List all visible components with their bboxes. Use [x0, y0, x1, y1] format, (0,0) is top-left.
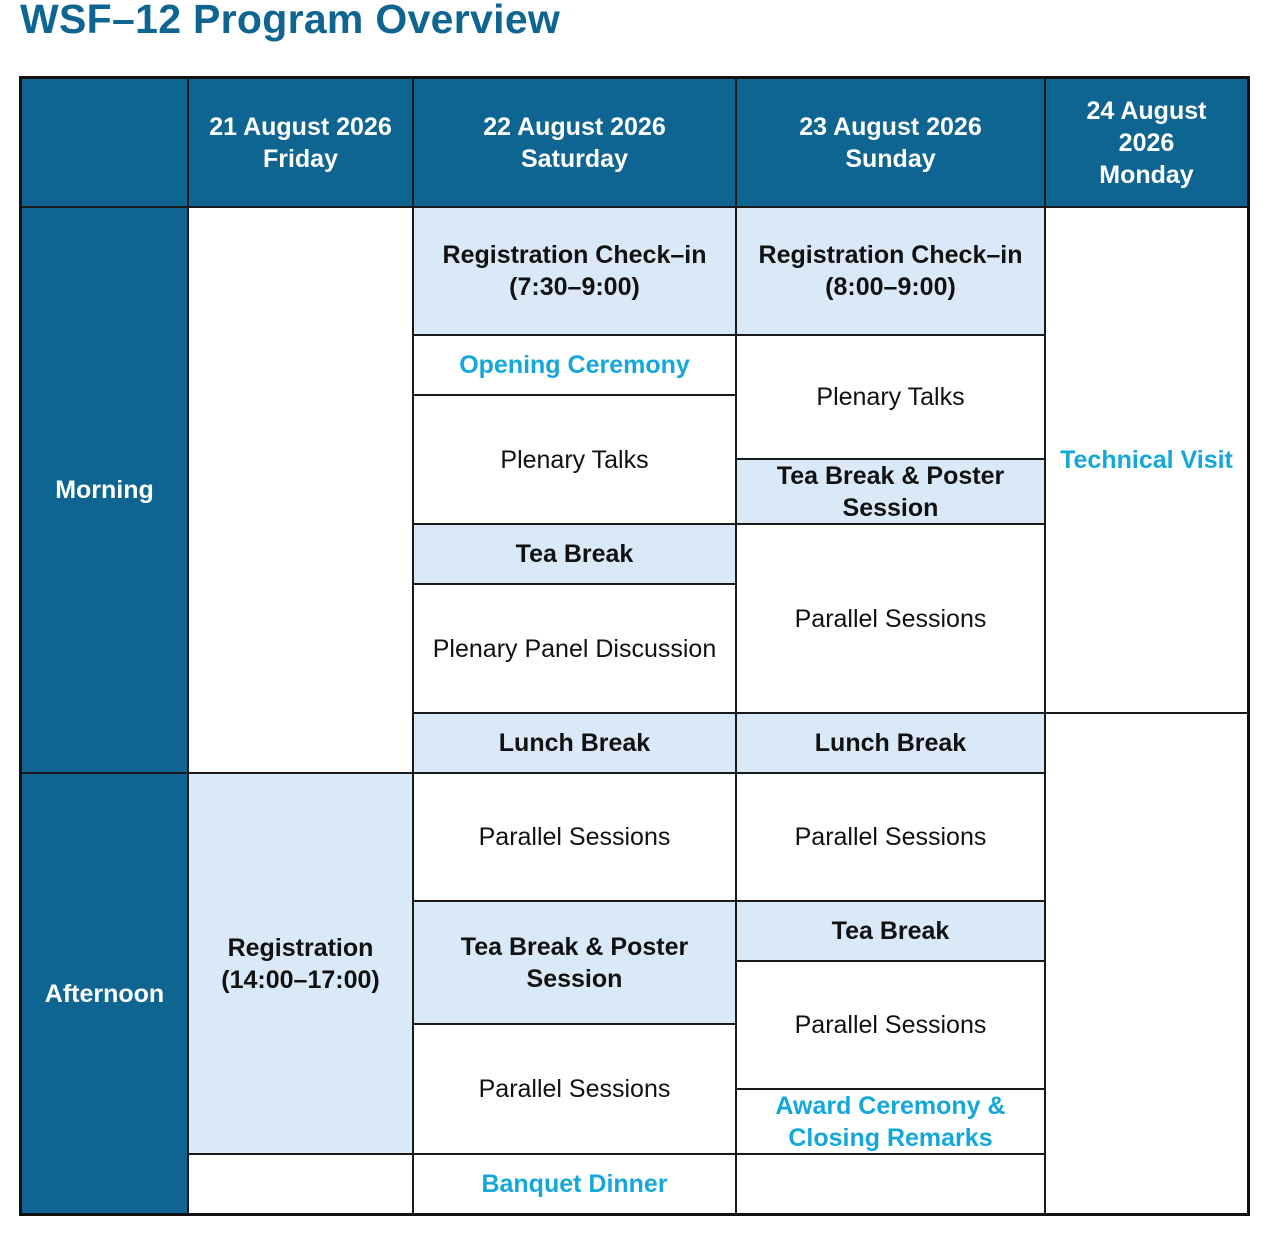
row-divider	[736, 960, 1045, 962]
column-divider	[1044, 78, 1046, 1215]
sunday-tea-break: Tea Break	[736, 901, 1045, 961]
friday-evening-empty	[188, 1154, 413, 1214]
saturday-lunch-break: Lunch Break	[413, 713, 736, 773]
header-sunday: 23 August 2026 Sunday	[736, 78, 1045, 207]
row-label-afternoon: Afternoon	[21, 773, 188, 1214]
sunday-award-ceremony: Award Ceremony & Closing Remarks	[775, 1091, 1006, 1152]
header-friday: 21 August 2026 Friday	[188, 78, 413, 207]
page-title: WSF–12 Program Overview	[20, 0, 561, 42]
row-divider	[736, 1153, 1045, 1155]
header-monday: 24 August 2026 Monday	[1045, 78, 1248, 207]
sunday-parallel-sessions-1: Parallel Sessions	[794, 604, 987, 633]
header-corner-cell	[21, 78, 188, 207]
sunday-tea-poster-session: Tea Break & Poster Session	[736, 459, 1045, 524]
saturday-checkin: Registration Check–in (7:30–9:00)	[413, 207, 736, 335]
sunday-plenary-talks: Plenary Talks	[816, 383, 965, 411]
friday-morning-empty	[188, 207, 413, 773]
saturday-tea-break: Tea Break	[413, 524, 736, 584]
saturday-opening-ceremony: Opening Ceremony	[459, 351, 690, 379]
sunday-evening-empty	[736, 1154, 1045, 1214]
column-divider	[187, 78, 189, 1215]
saturday-plenary-talks: Plenary Talks	[500, 445, 649, 474]
sunday-parallel-sessions-3: Parallel Sessions	[794, 1011, 987, 1039]
column-divider	[735, 78, 737, 1215]
row-divider	[736, 1088, 1045, 1090]
saturday-tea-poster-session: Tea Break & Poster Session	[413, 901, 736, 1024]
evening-divider	[188, 1153, 736, 1155]
row-divider	[736, 458, 1045, 460]
saturday-parallel-sessions-1: Parallel Sessions	[478, 823, 671, 851]
row-divider	[736, 712, 1249, 714]
morning-afternoon-divider	[21, 772, 1045, 774]
row-divider	[413, 900, 736, 902]
sunday-lunch-break: Lunch Break	[736, 713, 1045, 773]
saturday-parallel-sessions-2: Parallel Sessions	[478, 1075, 671, 1103]
row-label-morning: Morning	[21, 207, 188, 773]
sunday-checkin: Registration Check–in (8:00–9:00)	[736, 207, 1045, 335]
row-divider	[413, 583, 736, 585]
friday-registration: Registration (14:00–17:00)	[188, 773, 413, 1154]
row-divider	[413, 394, 736, 396]
row-divider	[413, 334, 736, 336]
row-divider	[413, 1023, 736, 1025]
row-divider	[413, 712, 736, 714]
saturday-banquet-dinner: Banquet Dinner	[481, 1170, 668, 1198]
header-saturday: 22 August 2026 Saturday	[413, 78, 736, 207]
row-divider	[736, 900, 1045, 902]
row-divider	[413, 523, 736, 525]
header-divider	[21, 206, 1249, 208]
saturday-panel-discussion: Plenary Panel Discussion	[432, 634, 717, 663]
column-divider	[412, 78, 414, 1215]
sunday-parallel-sessions-2: Parallel Sessions	[794, 823, 987, 851]
row-divider	[736, 523, 1045, 525]
monday-technical-visit: Technical Visit	[1060, 446, 1233, 474]
row-divider	[736, 334, 1045, 336]
monday-afternoon-empty	[1045, 713, 1248, 1214]
